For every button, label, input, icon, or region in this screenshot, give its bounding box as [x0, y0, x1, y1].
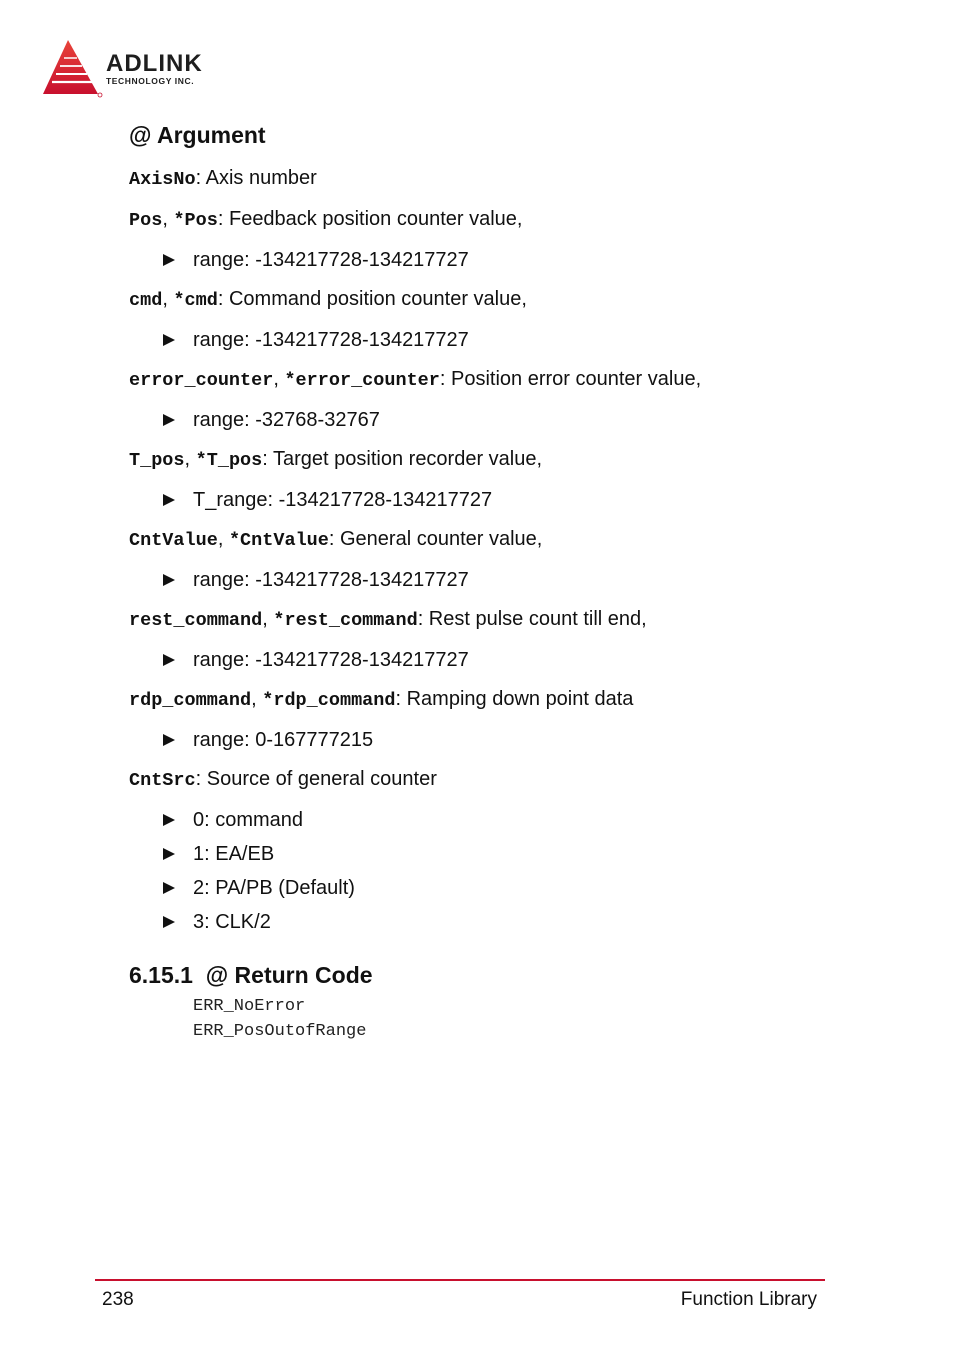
bullet-triangle-icon [163, 574, 175, 586]
param-cntvalue: CntValue, *CntValue: General counter value, [129, 528, 543, 551]
param-rest-command: rest_command, *rest_command: Rest pulse count till end, [129, 608, 647, 631]
param-desc: : Target position recorder value, [262, 448, 543, 470]
footer-title: Function Library [680, 1289, 817, 1310]
list-item [129, 408, 793, 432]
list-item [129, 876, 793, 900]
param-key-pointer: *cmd [173, 290, 218, 311]
param-pos: Pos, *Pos: Feedback position counter value, [129, 208, 523, 231]
param-t-pos: T_pos, *T_pos: Target position recorder value, [129, 448, 543, 471]
param-rest-command-bullets [129, 648, 793, 672]
param-cntsrc-bullets [129, 808, 793, 934]
logo-triangle-icon [40, 38, 110, 100]
list-item [129, 568, 793, 592]
argument-heading: @ Argument [129, 122, 266, 148]
bullet-text: 0: command [193, 809, 304, 831]
return-code-item: ERR_PosOutofRange [193, 1022, 367, 1041]
list-item [129, 648, 793, 672]
list-item [129, 248, 793, 272]
param-key: rest_command [129, 610, 263, 631]
bullet-text: range: 0-167777215 [193, 729, 374, 751]
bullet-text: 3: CLK/2 [193, 911, 271, 933]
logo-subtitle: TECHNOLOGY INC. [106, 76, 195, 86]
page-number: 238 [102, 1289, 134, 1310]
param-key: CntValue [129, 530, 218, 551]
param-key-pointer: *CntValue [228, 530, 329, 551]
bullet-triangle-icon [163, 254, 175, 266]
param-rdp-command: rdp_command, *rdp_command: Ramping down point data [129, 688, 634, 711]
param-error-counter-bullets [129, 408, 793, 432]
param-axisno [129, 166, 793, 192]
bullet-text: range: -32768-32767 [193, 409, 380, 431]
bullet-text: 1: EA/EB [193, 843, 275, 865]
param-key: rdp_command [129, 690, 252, 711]
bullet-triangle-icon [163, 734, 175, 746]
param-key-pointer: *error_counter [284, 370, 440, 391]
bullet-text: range: -134217728-134217727 [193, 329, 469, 351]
param-desc: : Source of general counter [195, 768, 437, 790]
list-item [129, 728, 793, 752]
footer-divider [95, 1279, 825, 1281]
param-key: AxisNo [129, 169, 196, 190]
bullet-text: range: -134217728-134217727 [193, 649, 469, 671]
return-code-heading: 6.15.1 @ Return Code [129, 962, 373, 988]
param-cntsrc [129, 767, 793, 793]
bullet-triangle-icon [163, 334, 175, 346]
param-key-pointer: *Pos [173, 210, 218, 231]
list-item [129, 808, 793, 832]
param-desc: : Axis number [195, 167, 317, 189]
bullet-triangle-icon [163, 916, 175, 928]
bullet-triangle-icon [163, 414, 175, 426]
return-code-block [193, 994, 793, 1044]
bullet-text: 2: PA/PB (Default) [193, 877, 355, 899]
param-key: CntSrc [129, 770, 196, 791]
bullet-text: range: -134217728-134217727 [193, 249, 469, 271]
list-item [129, 328, 793, 352]
list-item [129, 842, 793, 866]
param-desc: : Position error counter value, [439, 368, 702, 390]
bullet-triangle-icon [163, 654, 175, 666]
return-code-item: ERR_NoError [193, 997, 306, 1016]
param-desc: : Ramping down point data [395, 688, 634, 710]
bullet-triangle-icon [163, 814, 175, 826]
param-t-pos-bullets [129, 488, 793, 512]
list-item [129, 488, 793, 512]
param-pos-bullets [129, 248, 793, 272]
param-rdp-command-bullets [129, 728, 793, 752]
logo-name: ADLINK [106, 50, 203, 77]
list-item [129, 910, 793, 934]
param-key-pointer: *rdp_command [262, 690, 396, 711]
logo-wordmark [106, 52, 203, 86]
bullet-text: range: -134217728-134217727 [193, 569, 469, 591]
param-cmd: cmd, *cmd: Command position counter value, [129, 288, 527, 311]
bullet-triangle-icon [163, 882, 175, 894]
bullet-text: T_range: -134217728-134217727 [193, 489, 493, 511]
param-key: T_pos [129, 450, 185, 471]
bullet-triangle-icon [163, 848, 175, 860]
param-error-counter: error_counter, *error_counter: Position error counter value, [129, 368, 702, 391]
param-desc: : Feedback position counter value, [217, 208, 523, 230]
bullet-triangle-icon [163, 494, 175, 506]
document-body [129, 118, 793, 1044]
param-desc: : Rest pulse count till end, [417, 608, 647, 630]
param-key: error_counter [129, 370, 274, 391]
param-key: Pos [129, 210, 163, 231]
param-key-pointer: *T_pos [195, 450, 263, 471]
param-desc: : General counter value, [328, 528, 543, 550]
param-desc: : Command position counter value, [217, 288, 527, 310]
param-key: cmd [129, 290, 163, 311]
param-cntvalue-bullets [129, 568, 793, 592]
param-cmd-bullets [129, 328, 793, 352]
param-key-pointer: *rest_command [273, 610, 418, 631]
